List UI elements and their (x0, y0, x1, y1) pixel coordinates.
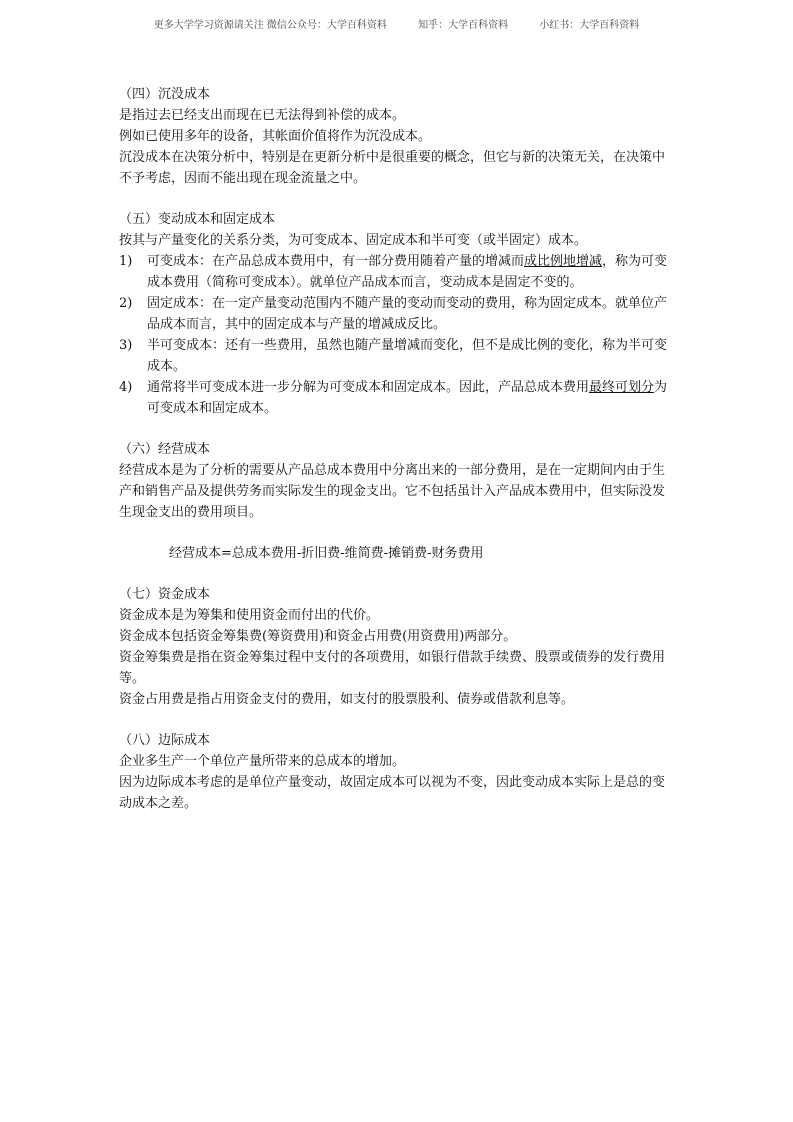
list-text-tail: 为可变成本和固定成本。 (147, 380, 668, 416)
operating-cost-definition: 经营成本是为了分析的需要从产品总成本费用中分离出来的一部分费用，是在一定期间内由于生产和销售产品及提供劳务而实际发生的现金支出。它不包括虽计入产品成本费用中，但实际没发生现金支出的费用项目。 (119, 463, 666, 520)
list-number: 3) (119, 338, 133, 353)
list-number: 4) (119, 380, 133, 395)
variable-fixed-intro: 按其与产量变化的关系分类，为可变成本、固定成本和半可变（或半固定）成本。 (119, 233, 588, 248)
section-variable-fixed-title: （五）变动成本和固定成本 (119, 212, 276, 227)
page-header (0, 16, 793, 31)
list-item (119, 293, 675, 335)
underlined-text: 成比例地增减 (524, 254, 603, 269)
header-xiaohongshu-text: 小红书：大学百科资料 (539, 20, 640, 31)
section-capital-cost-title: （七）资金成本 (119, 587, 211, 602)
spacer (119, 564, 675, 584)
spacer (119, 710, 675, 730)
list-text-tail: ，称为可变成本费用（简称可变成本）。就单位产品成本而言，变动成本是固定不变的。 (147, 254, 668, 290)
usage-fee-note: 资金占用费是指占用资金支付的费用，如支付的股票股利、债券或借款利息等。 (119, 692, 575, 707)
header-wechat-text: 更多大学学习资源请关注 微信公众号：大学百科资料 (153, 20, 387, 31)
list-number: 1) (119, 254, 133, 269)
sunk-cost-note: 沉没成本在决策分析中，特别是在更新分析中是很重要的概念，但它与新的决策无关，在决策中不予考虑，因而不能出现在现金流量之中。 (119, 150, 666, 186)
underlined-text: 最终可划分 (589, 380, 655, 395)
section-marginal-cost-title: （八）边际成本 (119, 733, 211, 748)
list-text: 可变成本：在产品总成本费用中，有一部分费用随着产量的增减而 (147, 254, 525, 269)
sunk-cost-example: 例如已使用多年的设备，其帐面价值将作为沉没成本。 (119, 129, 432, 144)
list-item (119, 377, 675, 419)
list-text: 通常将半可变成本进一步分解为可变成本和固定成本。因此，产品总成本费用 (147, 380, 590, 395)
list-item (119, 251, 675, 293)
list-text: 半可变成本：还有一些费用，虽然也随产量增减而变化，但不是成比例的变化，称为半可变成本。 (147, 338, 668, 374)
section-sunk-cost-title: （四）沉没成本 (119, 87, 211, 102)
spacer (119, 523, 675, 543)
header-zhihu-text: 知乎：大学百科资料 (418, 20, 509, 31)
document-body (119, 84, 675, 814)
marginal-cost-definition: 企业多生产一个单位产量所带来的总成本的增加。 (119, 754, 406, 769)
list-number: 2) (119, 296, 133, 311)
spacer (119, 419, 675, 439)
section-operating-cost-title: （六）经营成本 (119, 442, 211, 457)
capital-cost-definition: 资金成本是为筹集和使用资金而付出的代价。 (119, 608, 380, 623)
sunk-cost-definition: 是指过去已经支出而现在已无法得到补偿的成本。 (119, 108, 406, 123)
list-item (119, 335, 675, 377)
marginal-cost-note: 因为边际成本考虑的是单位产量变动，故固定成本可以视为不变，因此变动成本实际上是总的变动成本之差。 (119, 775, 666, 811)
capital-cost-components: 资金成本包括资金筹集费(筹资费用)和资金占用费(用资费用)两部分。 (119, 629, 517, 644)
financing-fee-note: 资金筹集费是指在资金筹集过程中支付的各项费用，如银行借款手续费、股票或债券的发行费用等。 (119, 650, 666, 686)
list-text: 固定成本：在一定产量变动范围内不随产量的变动而变动的费用，称为固定成本。就单位产品成本而言，其中的固定成本与产量的增减成反比。 (147, 296, 668, 332)
operating-cost-formula: 经营成本=总成本费用-折旧费-维简费-摊销费-财务费用 (169, 546, 484, 561)
spacer (119, 189, 675, 209)
